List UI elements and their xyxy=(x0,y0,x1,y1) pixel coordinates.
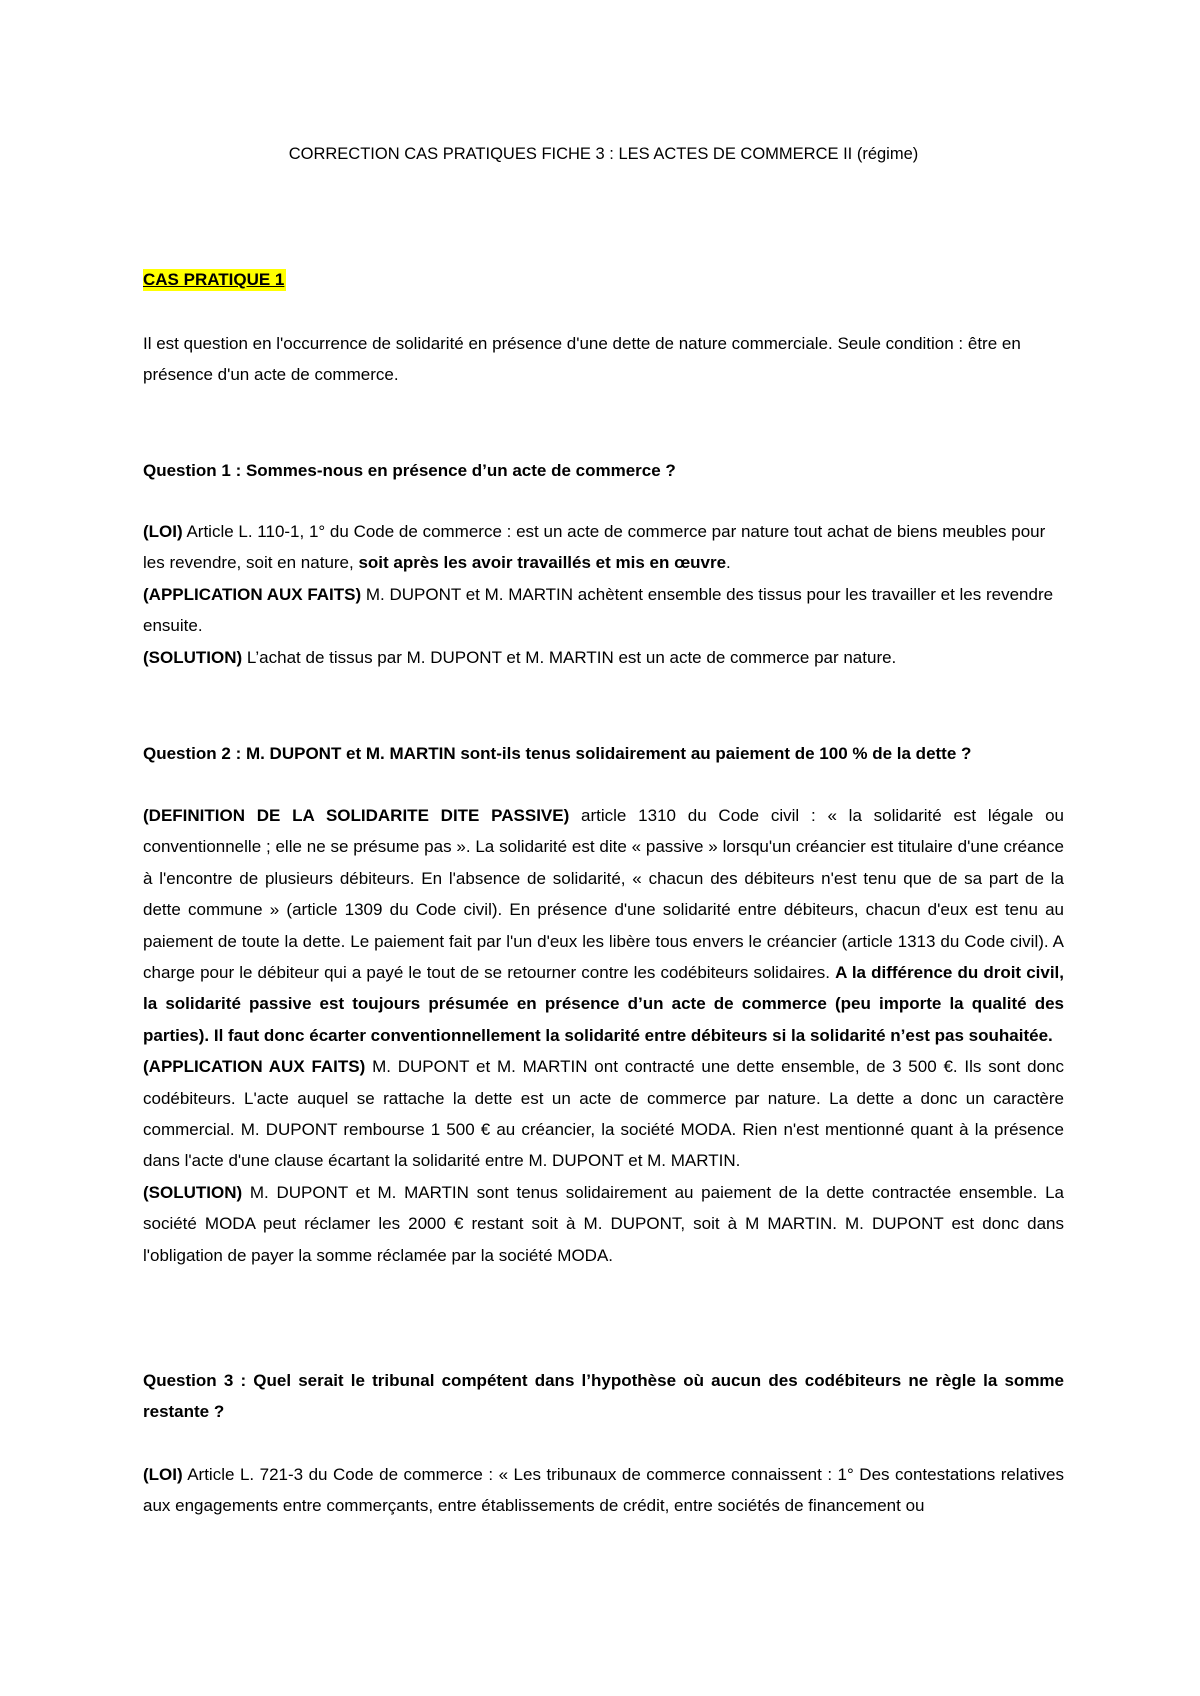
case-heading: CAS PRATIQUE 1 xyxy=(143,270,285,289)
q2-definition-bold: A la différence du droit civil, la solidarité passive est toujours présumée en présence d’un acte de commerce (peu importe la qualité des parties). Il faut donc écarter conventionnellement la solidarité entre débiteurs si la solidarité n’est pas souhaitée. xyxy=(143,963,1064,1045)
q1-solution-label: (SOLUTION) xyxy=(143,647,243,667)
q2-definition-label: (DEFINITION DE LA SOLIDARITE DITE PASSIVE) xyxy=(143,806,570,825)
question-2-title: Question 2 : M. DUPONT et M. MARTIN sont-ils tenus solidairement au paiement de 100 % de la dette ? xyxy=(143,744,972,763)
q1-loi-text: Article L. 110-1, 1° du Code de commerce : est un acte de commerce par nature tout achat de biens meubles pour les revendre, soit en nature, xyxy=(143,522,1046,573)
q1-loi-label: (LOI) xyxy=(143,522,183,541)
q2-definition-paragraph xyxy=(143,800,1064,1051)
question-3-title: Question 3 : Quel serait le tribunal compétent dans l’hypothèse où aucun des codébiteurs ne règle la somme restante ? xyxy=(143,1371,1064,1422)
q1-loi-paragraph xyxy=(143,516,1064,579)
q2-solution-label: (SOLUTION) xyxy=(143,1182,243,1202)
question-2-body xyxy=(143,800,1064,1271)
question-1-title: Question 1 : Sommes-nous en présence d’un acte de commerce ? xyxy=(143,461,676,480)
q1-application-paragraph xyxy=(143,579,1064,642)
q3-loi-paragraph xyxy=(143,1459,1064,1522)
q2-application-label: (APPLICATION AUX FAITS) xyxy=(143,1057,366,1077)
q1-application-label: (APPLICATION AUX FAITS) xyxy=(143,584,362,604)
question-1-heading xyxy=(143,455,1064,486)
question-3-heading xyxy=(143,1365,1064,1428)
intro-text: Il est question en l'occurrence de solidarité en présence d'une dette de nature commerciale. Seule condition : être en présence d'un acte de commerce. xyxy=(143,334,1021,385)
q3-loi-label: (LOI) xyxy=(143,1465,183,1484)
q1-solution-paragraph xyxy=(143,642,1064,673)
q1-loi-bold: soit après les avoir travaillés et mis en œuvre xyxy=(358,553,727,573)
q1-loi-end: . xyxy=(726,553,731,573)
q2-solution-text: M. DUPONT et M. MARTIN sont tenus solidairement au paiement de la dette contractée ensemble. La société MODA peut réclamer les 2000 € restant soit à M. DUPONT, soit à M MARTIN. M. DUPONT est donc dans l'obligation de payer la somme réclamée par la société MODA. xyxy=(143,1182,1064,1265)
q2-definition-text: article 1310 du Code civil : « la solidarité est légale ou conventionnelle ; elle ne se présume pas ». La solidarité est dite « passive » lorsqu'un créancier est titulaire d'une créance à l'encontre de plusieurs débiteurs. En l'absence de solidarité, « chacun des débiteurs n'est tenu que de sa part de la dette commune » (article 1309 du Code civil). En présence d'une solidarité entre débiteurs, chacun d'eux est tenu au paiement de toute la dette. Le paiement fait par l'un d'eux les libère tous envers le créancier (article 1313 du Code civil). A charge pour le débiteur qui a payé le tout de se retourner contre les codébiteurs solidaires. xyxy=(143,806,1064,983)
q1-application-text: M. DUPONT et M. MARTIN achètent ensemble des tissus pour les travailler et les revendre ensuite. xyxy=(143,584,1054,636)
q2-solution-paragraph xyxy=(143,1177,1064,1271)
q2-application-paragraph xyxy=(143,1051,1064,1177)
intro-paragraph xyxy=(143,328,1064,391)
question-3-body xyxy=(143,1459,1064,1522)
document-title: CORRECTION CAS PRATIQUES FICHE 3 : LES ACTES DE COMMERCE II (régime) xyxy=(288,145,919,163)
q3-loi-text: Article L. 721-3 du Code de commerce : « Les tribunaux de commerce connaissent : 1° Des contestations relatives aux engagements entre commerçants, entre établissements de crédit, entre sociétés de financement ou xyxy=(143,1465,1064,1516)
q2-application-text: M. DUPONT et M. MARTIN ont contracté une dette ensemble, de 3 500 €. Ils sont donc codébiteurs. L'acte auquel se rattache la dette est un acte de commerce par nature. La dette a donc un caractère commercial. M. DUPONT rembourse 1 500 € au créancier, la société MODA. Rien n'est mentionné quant à la présence dans l'acte d'une clause écartant la solidarité entre M. DUPONT et M. MARTIN. xyxy=(143,1057,1064,1171)
q1-solution-text: L’achat de tissus par M. DUPONT et M. MARTIN est un acte de commerce par nature. xyxy=(242,647,897,667)
question-2-heading xyxy=(143,738,1064,769)
question-1-body xyxy=(143,516,1064,673)
